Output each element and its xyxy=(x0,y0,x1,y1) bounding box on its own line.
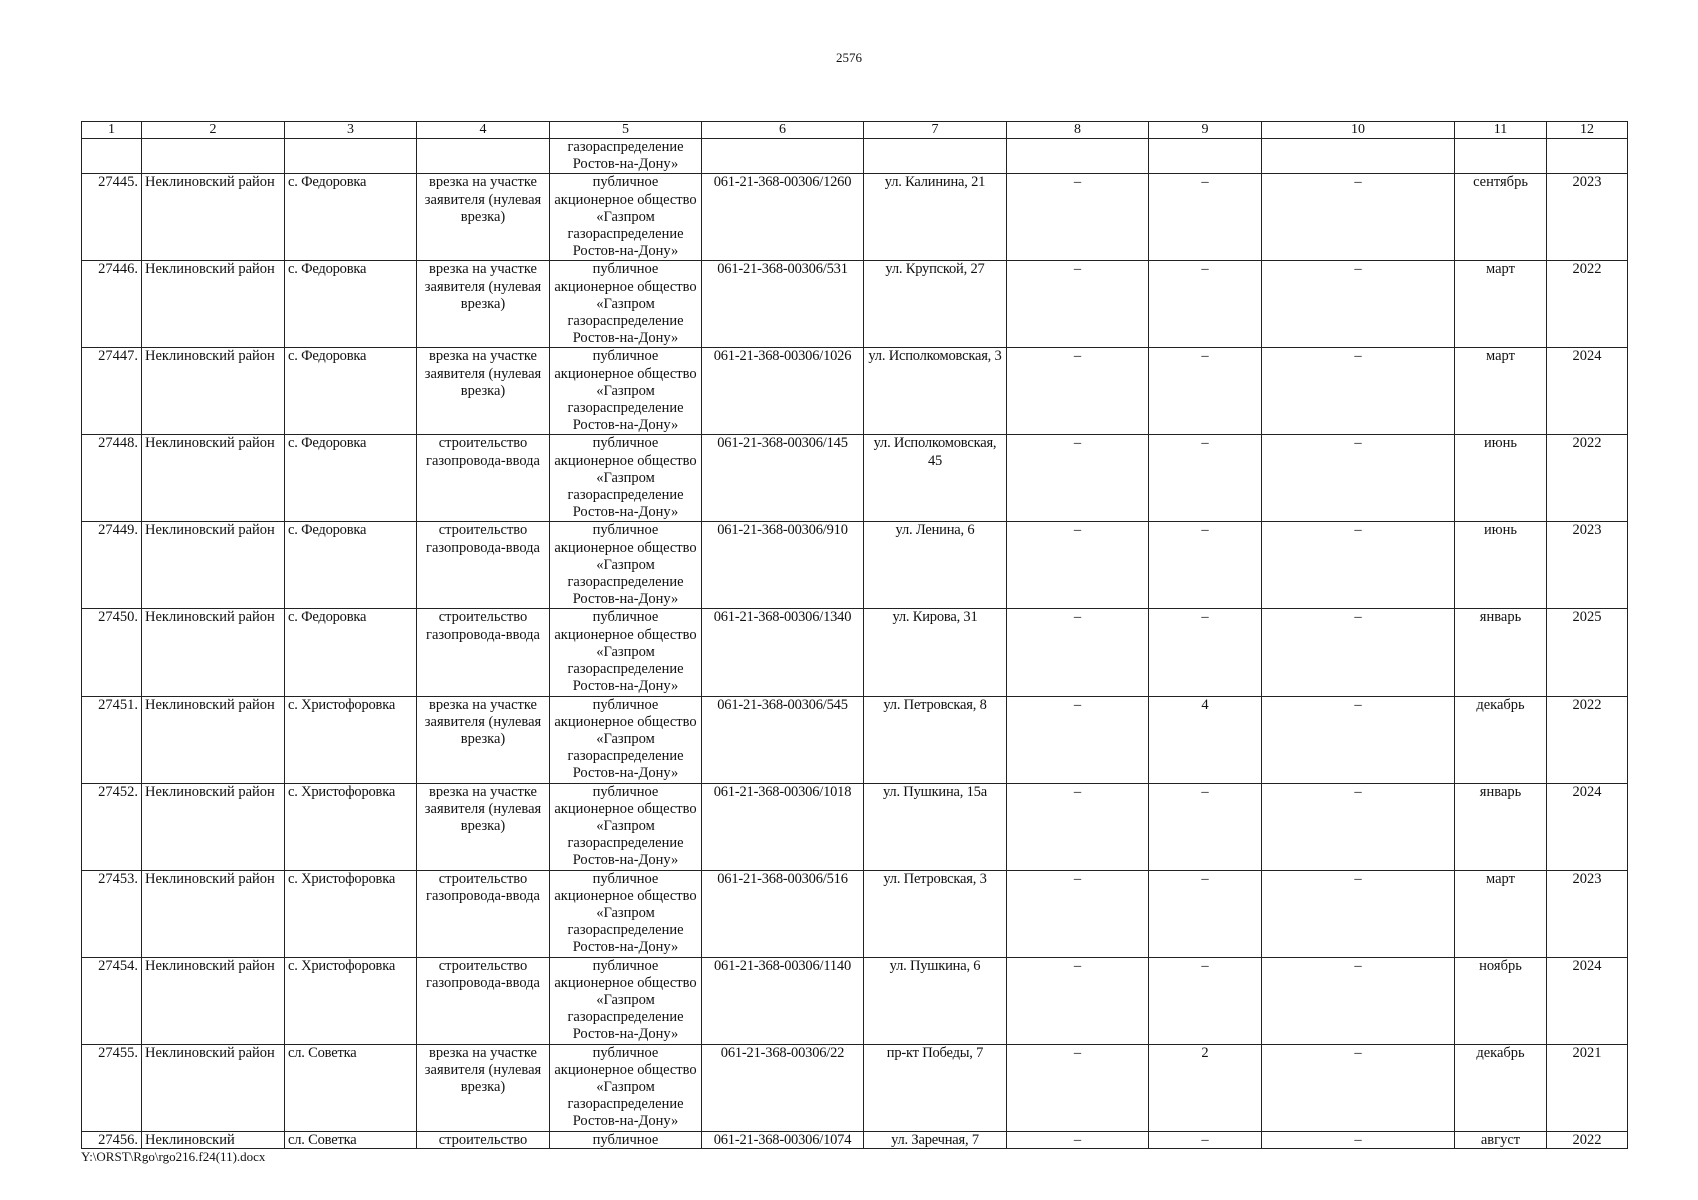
table-row xyxy=(82,609,1628,696)
column-number: 3 xyxy=(285,122,417,139)
cell-code: 061-21-368-00306/1074 xyxy=(702,1131,864,1148)
column-number: 2 xyxy=(142,122,285,139)
cell-owner: публичное акционерное общество «Газпром газораспределение Ростов-на-Дону» xyxy=(550,696,702,783)
cell-work-type: врезка на участке заявителя (нулевая врезка) xyxy=(417,696,550,783)
cell-settlement: с. Федоровка xyxy=(285,609,417,696)
cell-month: ноябрь xyxy=(1455,957,1547,1044)
cell-work-type: строительство газопровода-ввода xyxy=(417,435,550,522)
column-number: 11 xyxy=(1455,122,1547,139)
table-row xyxy=(82,174,1628,261)
cell-address: ул. Калинина, 21 xyxy=(864,174,1007,261)
cell-owner: публичное акционерное общество «Газпром газораспределение Ростов-на-Дону» xyxy=(550,870,702,957)
cell-year: 2022 xyxy=(1547,435,1628,522)
table-row xyxy=(82,261,1628,348)
cell-code: 061-21-368-00306/145 xyxy=(702,435,864,522)
cell-month: март xyxy=(1455,261,1547,348)
cell-address: ул. Петровская, 8 xyxy=(864,696,1007,783)
cell-empty xyxy=(82,139,142,174)
cell-month: январь xyxy=(1455,783,1547,870)
cell-col9: 2 xyxy=(1149,1044,1262,1131)
cell-settlement: с. Христофоровка xyxy=(285,783,417,870)
cell-district: Неклиновский район xyxy=(142,1044,285,1131)
cell-empty xyxy=(864,139,1007,174)
cell-district: Неклиновский район xyxy=(142,174,285,261)
cell-col8: – xyxy=(1007,609,1149,696)
column-number: 8 xyxy=(1007,122,1149,139)
cell-col10: – xyxy=(1262,609,1455,696)
table-body xyxy=(82,122,1628,1149)
cell-month: сентябрь xyxy=(1455,174,1547,261)
column-number: 7 xyxy=(864,122,1007,139)
cell-owner: публичное акционерное общество «Газпром газораспределение Ростов-на-Дону» xyxy=(550,348,702,435)
cell-code: 061-21-368-00306/1026 xyxy=(702,348,864,435)
cell-col8: – xyxy=(1007,522,1149,609)
cell-col8: – xyxy=(1007,174,1149,261)
cell-col8: – xyxy=(1007,261,1149,348)
cell-col8: – xyxy=(1007,783,1149,870)
cell-district: Неклиновский район xyxy=(142,348,285,435)
cell-col8: – xyxy=(1007,696,1149,783)
cell-col9: – xyxy=(1149,522,1262,609)
cell-settlement: с. Федоровка xyxy=(285,261,417,348)
cell-col9: – xyxy=(1149,957,1262,1044)
column-number: 4 xyxy=(417,122,550,139)
cell-row-number: 27456. xyxy=(82,1131,142,1148)
cell-col9: – xyxy=(1149,870,1262,957)
cell-col9: – xyxy=(1149,348,1262,435)
table-row xyxy=(82,522,1628,609)
cell-month: март xyxy=(1455,870,1547,957)
cell-col9: – xyxy=(1149,261,1262,348)
cell-col10: – xyxy=(1262,783,1455,870)
cell-col8: – xyxy=(1007,1131,1149,1148)
cell-settlement: с. Христофоровка xyxy=(285,696,417,783)
table-row xyxy=(82,435,1628,522)
cell-district: Неклиновский район xyxy=(142,522,285,609)
cell-col9: 4 xyxy=(1149,696,1262,783)
cell-col9: – xyxy=(1149,783,1262,870)
cell-settlement: с. Федоровка xyxy=(285,435,417,522)
cell-row-number: 27450. xyxy=(82,609,142,696)
cell-owner: публичное акционерное общество «Газпром газораспределение Ростов-на-Дону» xyxy=(550,435,702,522)
cell-district: Неклиновский xyxy=(142,1131,285,1148)
cell-year: 2024 xyxy=(1547,783,1628,870)
cell-col8: – xyxy=(1007,348,1149,435)
cell-row-number: 27448. xyxy=(82,435,142,522)
cell-col8: – xyxy=(1007,870,1149,957)
table-row xyxy=(82,348,1628,435)
cell-settlement: с. Федоровка xyxy=(285,348,417,435)
cell-col10: – xyxy=(1262,261,1455,348)
table-row xyxy=(82,696,1628,783)
cell-work-type: врезка на участке заявителя (нулевая врезка) xyxy=(417,1044,550,1131)
cell-owner: публичное акционерное общество «Газпром газораспределение Ростов-на-Дону» xyxy=(550,783,702,870)
cell-col10: – xyxy=(1262,435,1455,522)
cell-work-type: врезка на участке заявителя (нулевая врезка) xyxy=(417,783,550,870)
cell-owner: публичное акционерное общество «Газпром газораспределение Ростов-на-Дону» xyxy=(550,174,702,261)
cell-address: ул. Заречная, 7 xyxy=(864,1131,1007,1148)
cell-work-type: строительство газопровода-ввода xyxy=(417,957,550,1044)
cell-year: 2023 xyxy=(1547,174,1628,261)
cell-address: пр-кт Победы, 7 xyxy=(864,1044,1007,1131)
cell-col9: – xyxy=(1149,1131,1262,1148)
table-row xyxy=(82,1044,1628,1131)
cell-row-number: 27445. xyxy=(82,174,142,261)
cell-row-number: 27447. xyxy=(82,348,142,435)
cell-row-number: 27452. xyxy=(82,783,142,870)
cell-row-number: 27453. xyxy=(82,870,142,957)
cell-col9: – xyxy=(1149,174,1262,261)
cell-row-number: 27454. xyxy=(82,957,142,1044)
table-row xyxy=(82,1131,1628,1148)
cell-address: ул. Пушкина, 6 xyxy=(864,957,1007,1044)
cell-col10: – xyxy=(1262,174,1455,261)
continuation-row xyxy=(82,139,1628,174)
register-table xyxy=(81,121,1628,1149)
cell-address: ул. Кирова, 31 xyxy=(864,609,1007,696)
cell-col10: – xyxy=(1262,957,1455,1044)
cell-year: 2022 xyxy=(1547,261,1628,348)
cell-owner: публичное акционерное общество «Газпром газораспределение Ростов-на-Дону» xyxy=(550,522,702,609)
cell-code: 061-21-368-00306/1140 xyxy=(702,957,864,1044)
column-number: 12 xyxy=(1547,122,1628,139)
cell-month: август xyxy=(1455,1131,1547,1148)
cell-month: декабрь xyxy=(1455,1044,1547,1131)
cell-district: Неклиновский район xyxy=(142,870,285,957)
cell-col10: – xyxy=(1262,348,1455,435)
cell-empty xyxy=(142,139,285,174)
cell-work-type: строительство газопровода-ввода xyxy=(417,870,550,957)
cell-empty xyxy=(1007,139,1149,174)
cell-code: 061-21-368-00306/516 xyxy=(702,870,864,957)
cell-work-type: строительство газопровода-ввода xyxy=(417,609,550,696)
cell-year: 2024 xyxy=(1547,348,1628,435)
cell-empty xyxy=(1149,139,1262,174)
cell-year: 2023 xyxy=(1547,870,1628,957)
column-number: 10 xyxy=(1262,122,1455,139)
cell-address: ул. Петровская, 3 xyxy=(864,870,1007,957)
cell-settlement: сл. Советка xyxy=(285,1044,417,1131)
cell-month: декабрь xyxy=(1455,696,1547,783)
cell-address: ул. Исполкомовская, 3 xyxy=(864,348,1007,435)
page-number: 2576 xyxy=(836,50,862,65)
cell-year: 2021 xyxy=(1547,1044,1628,1131)
cell-code: 061-21-368-00306/1260 xyxy=(702,174,864,261)
table-row xyxy=(82,957,1628,1044)
cell-settlement: с. Федоровка xyxy=(285,522,417,609)
cell-month: январь xyxy=(1455,609,1547,696)
cell-empty xyxy=(1262,139,1455,174)
cell-district: Неклиновский район xyxy=(142,609,285,696)
cell-owner: газораспределение Ростов-на-Дону» xyxy=(550,139,702,174)
cell-month: март xyxy=(1455,348,1547,435)
cell-year: 2024 xyxy=(1547,957,1628,1044)
cell-col10: – xyxy=(1262,1131,1455,1148)
cell-work-type: строительство газопровода-ввода xyxy=(417,522,550,609)
cell-empty xyxy=(285,139,417,174)
cell-code: 061-21-368-00306/910 xyxy=(702,522,864,609)
cell-month: июнь xyxy=(1455,435,1547,522)
cell-owner: публичное акционерное общество «Газпром газораспределение Ростов-на-Дону» xyxy=(550,1044,702,1131)
cell-work-type: врезка на участке заявителя (нулевая врезка) xyxy=(417,174,550,261)
column-number-row xyxy=(82,122,1628,139)
cell-settlement: с. Федоровка xyxy=(285,174,417,261)
cell-col8: – xyxy=(1007,435,1149,522)
cell-col10: – xyxy=(1262,870,1455,957)
cell-row-number: 27449. xyxy=(82,522,142,609)
cell-work-type: строительство xyxy=(417,1131,550,1148)
cell-col8: – xyxy=(1007,957,1149,1044)
cell-district: Неклиновский район xyxy=(142,783,285,870)
cell-owner: публичное акционерное общество «Газпром газораспределение Ростов-на-Дону» xyxy=(550,261,702,348)
cell-settlement: с. Христофоровка xyxy=(285,870,417,957)
cell-work-type: врезка на участке заявителя (нулевая врезка) xyxy=(417,348,550,435)
cell-col10: – xyxy=(1262,522,1455,609)
cell-row-number: 27451. xyxy=(82,696,142,783)
cell-month: июнь xyxy=(1455,522,1547,609)
cell-col9: – xyxy=(1149,435,1262,522)
cell-code: 061-21-368-00306/531 xyxy=(702,261,864,348)
cell-settlement: с. Христофоровка xyxy=(285,957,417,1044)
cell-address: ул. Крупской, 27 xyxy=(864,261,1007,348)
cell-empty xyxy=(417,139,550,174)
column-number: 1 xyxy=(82,122,142,139)
cell-col8: – xyxy=(1007,1044,1149,1131)
cell-empty xyxy=(1455,139,1547,174)
cell-empty xyxy=(1547,139,1628,174)
column-number: 9 xyxy=(1149,122,1262,139)
table-row xyxy=(82,870,1628,957)
column-number: 5 xyxy=(550,122,702,139)
column-number: 6 xyxy=(702,122,864,139)
cell-address: ул. Пушкина, 15а xyxy=(864,783,1007,870)
cell-code: 061-21-368-00306/22 xyxy=(702,1044,864,1131)
cell-address: ул. Исполкомовская, 45 xyxy=(864,435,1007,522)
cell-row-number: 27446. xyxy=(82,261,142,348)
cell-owner: публичное акционерное общество «Газпром газораспределение Ростов-на-Дону» xyxy=(550,609,702,696)
cell-year: 2022 xyxy=(1547,696,1628,783)
cell-code: 061-21-368-00306/1018 xyxy=(702,783,864,870)
cell-owner: публичное акционерное общество «Газпром газораспределение Ростов-на-Дону» xyxy=(550,957,702,1044)
cell-col9: – xyxy=(1149,609,1262,696)
cell-col10: – xyxy=(1262,1044,1455,1131)
cell-empty xyxy=(702,139,864,174)
cell-year: 2023 xyxy=(1547,522,1628,609)
cell-row-number: 27455. xyxy=(82,1044,142,1131)
cell-settlement: сл. Советка xyxy=(285,1131,417,1148)
cell-district: Неклиновский район xyxy=(142,261,285,348)
cell-year: 2022 xyxy=(1547,1131,1628,1148)
cell-code: 061-21-368-00306/545 xyxy=(702,696,864,783)
footer-file-path: Y:\ORST\Rgo\rgo216.f24(11).docx xyxy=(81,1149,266,1164)
cell-owner: публичное xyxy=(550,1131,702,1148)
cell-col10: – xyxy=(1262,696,1455,783)
cell-year: 2025 xyxy=(1547,609,1628,696)
cell-code: 061-21-368-00306/1340 xyxy=(702,609,864,696)
cell-address: ул. Ленина, 6 xyxy=(864,522,1007,609)
cell-work-type: врезка на участке заявителя (нулевая врезка) xyxy=(417,261,550,348)
cell-district: Неклиновский район xyxy=(142,957,285,1044)
cell-district: Неклиновский район xyxy=(142,435,285,522)
table-row xyxy=(82,783,1628,870)
cell-district: Неклиновский район xyxy=(142,696,285,783)
